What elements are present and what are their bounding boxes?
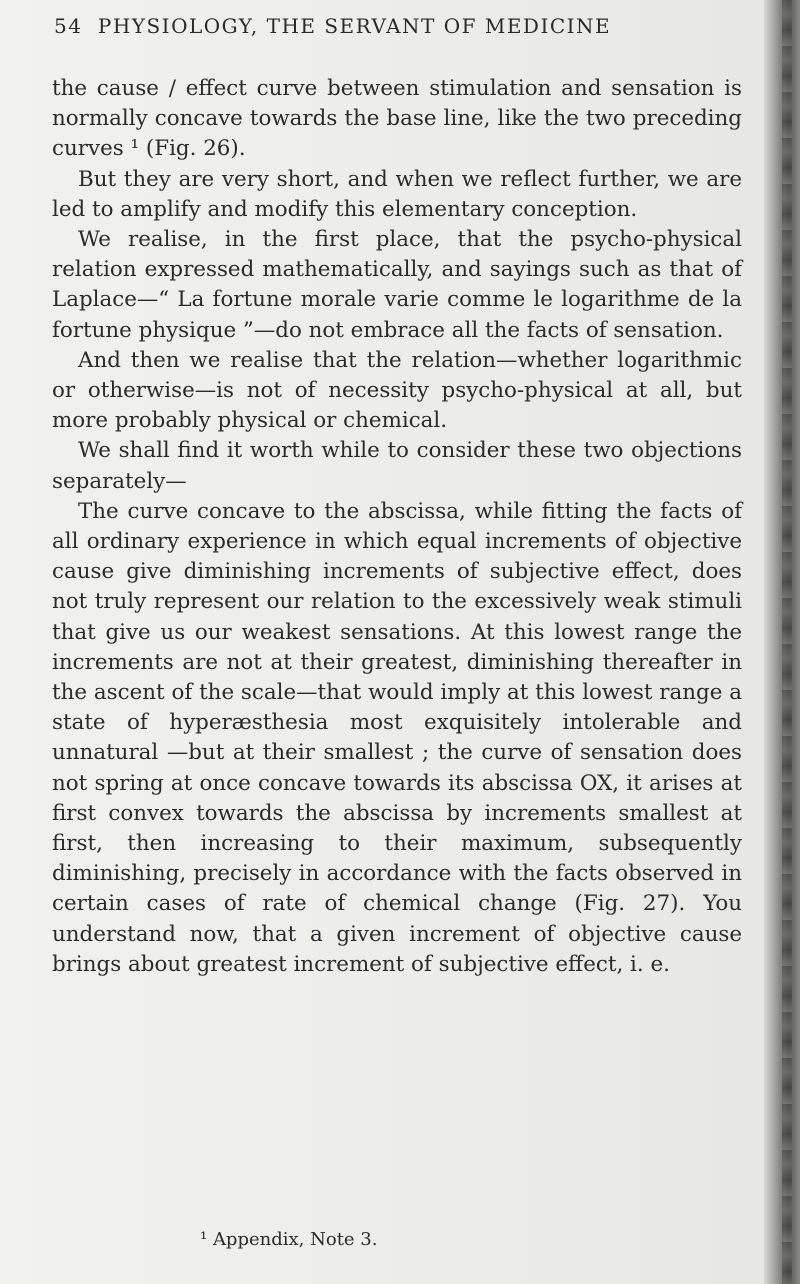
binding-edge — [782, 0, 792, 1284]
running-header — [54, 14, 754, 44]
paragraph-4: And then we realise that the relation—whether logarithmic or otherwise—is not of necessity psycho-physical at all, but more probably physical or chemical. — [52, 347, 742, 434]
paragraph-1: the cause / effect curve between stimulation and sensation is normally concave towards the base line, like the two preceding curves ¹ (Fig. 26). — [52, 76, 742, 162]
paragraph-3: We realise, in the first place, that the psycho-physical relation expressed mathematically, and sayings such as that of Laplace—“ La fortune morale varie comme le logarithme de la fortune physique ”—do not embrace all the facts of sensation. — [52, 227, 742, 343]
footnote: ¹ Appendix, Note 3. — [200, 1229, 378, 1250]
page-edge-shadow — [764, 0, 800, 1284]
paragraph-6: The curve concave to the abscissa, while fitting the facts of all ordinary experience in which equal increments of objective cause give diminishing increments of subjective effect, does not truly represent our relation to the excessively weak stimuli that give us our weakest sensations. At this lowest range the increments are not at their greatest, diminishing thereafter in the ascent of the scale—that would imply at this lowest range a state of hyperæsthesia most exquisitely intolerable and unnatural —but at their smallest ; the curve of sensation does not spring at once concave towards its abscissa OX, it arises at first convex towards the abscissa by increments smallest at first, then increasing to their maximum, subsequently diminishing, precisely in accordance with the facts observed in certain cases of rate of chemical change (Fig. 27). You understand now, that a given increment of objective cause brings about greatest increment of subjective effect, i. e. — [52, 498, 742, 977]
body-text — [52, 74, 742, 980]
paragraph-5: We shall find it worth while to consider these two objections separately— — [52, 438, 742, 494]
running-title: PHYSIOLOGY, THE SERVANT OF MEDICINE — [97, 14, 612, 38]
page-number: 54 — [54, 14, 83, 38]
paragraph-2: But they are very short, and when we reflect further, we are led to amplify and modify this elementary conception. — [52, 166, 742, 222]
